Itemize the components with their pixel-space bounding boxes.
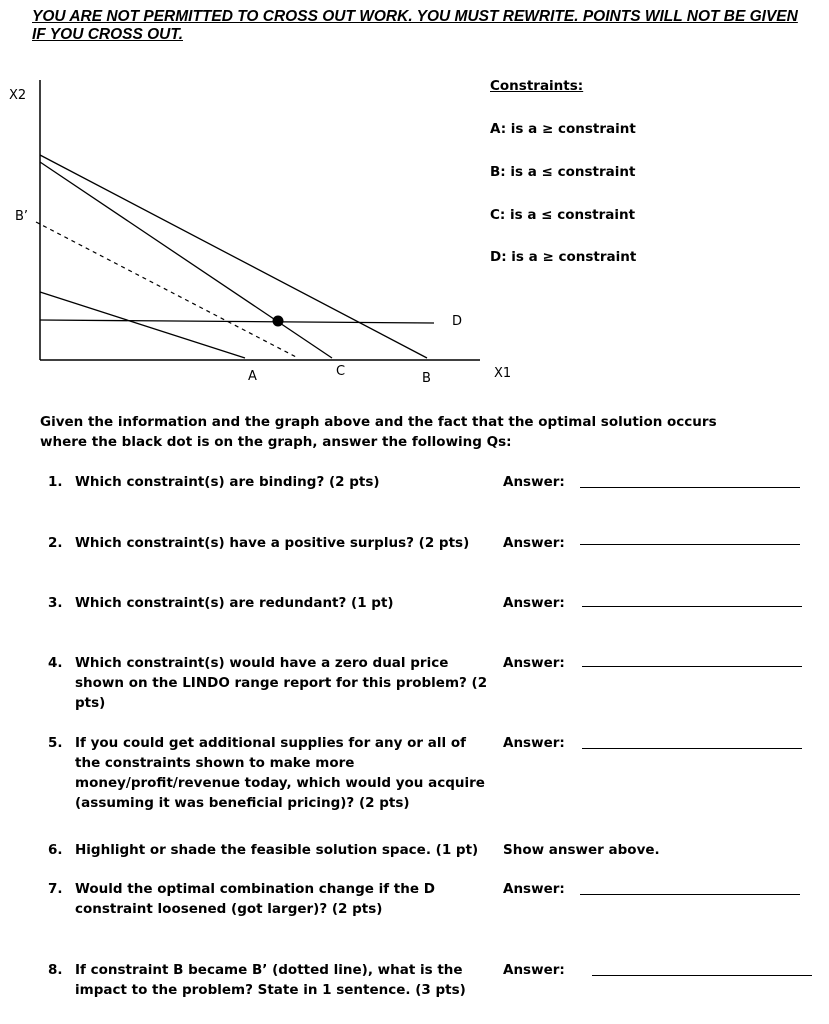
question-7 [48, 879, 488, 919]
answer-blank-8[interactable] [592, 975, 812, 976]
intro-text: Given the information and the graph above and the fact that the optimal solution occurs where the black dot is on the graph, answer the following Qs: [40, 414, 717, 450]
constraint-b: B: is a ≤ constraint [490, 164, 636, 180]
question-text: Would the optimal combination change if the D constraint loosened (got larger)? (2 pts) [75, 881, 435, 917]
line-label-a: A [248, 369, 257, 384]
constraints-title: Constraints: [490, 78, 584, 94]
question-text: Which constraint(s) would have a zero dual price shown on the LINDO range report for this problem? (2 pts) [75, 655, 488, 711]
answer-blank-3[interactable] [582, 606, 802, 607]
question-text: If constraint B became B’ (dotted line), what is the impact to the problem? State in 1 sentence. (3 pts) [75, 962, 466, 998]
answer-label-8: Answer: [503, 962, 565, 978]
constraint-a: A: is a ≥ constraint [490, 121, 636, 137]
constraint-line-b-prime [36, 222, 298, 358]
optimal-point [273, 316, 284, 327]
answer-blank-1[interactable] [580, 487, 800, 488]
question-number: 7. [48, 881, 63, 897]
question-text: Which constraint(s) have a positive surplus? (2 pts) [75, 535, 470, 551]
line-label-b: B [422, 371, 431, 386]
question-text: Which constraint(s) are redundant? (1 pt) [75, 595, 394, 611]
warning-banner: YOU ARE NOT PERMITTED TO CROSS OUT WORK. YOU MUST REWRITE. POINTS WILL NOT BE GIVEN IF YOU CROSS OUT. [32, 8, 798, 43]
answer-blank-2[interactable] [580, 544, 800, 545]
question-text: Highlight or shade the feasible solution space. (1 pt) [75, 842, 479, 858]
constraint-c: C: is a ≤ constraint [490, 207, 636, 223]
constraint-d: D: is a ≥ constraint [490, 249, 637, 265]
answer-label-2: Answer: [503, 535, 565, 551]
b-prime-label: B’ [15, 209, 29, 224]
question-3 [48, 593, 488, 613]
question-number: 6. [48, 842, 63, 858]
answer-label-4: Answer: [503, 655, 565, 671]
answer-label-1: Answer: [503, 474, 565, 490]
question-text: Which constraint(s) are binding? (2 pts) [75, 474, 380, 490]
question-8 [48, 960, 488, 1000]
line-label-d: D [452, 314, 463, 329]
answer-label-3: Answer: [503, 595, 565, 611]
question-number: 5. [48, 735, 63, 751]
question-1 [48, 472, 488, 492]
question-4 [48, 653, 488, 713]
question-number: 3. [48, 595, 63, 611]
question-2 [48, 533, 488, 553]
question-6 [48, 840, 488, 860]
constraint-line-b [40, 155, 427, 358]
question-number: 1. [48, 474, 63, 490]
constraint-line-c [40, 162, 332, 358]
constraint-line-a [40, 292, 245, 358]
answer-label-6: Show answer above. [503, 842, 660, 858]
answer-blank-7[interactable] [580, 894, 800, 895]
answer-blank-5[interactable] [582, 748, 802, 749]
answer-label-5: Answer: [503, 735, 565, 751]
y-axis-label: X2 [9, 88, 27, 103]
answer-blank-4[interactable] [582, 666, 802, 667]
question-number: 2. [48, 535, 63, 551]
lp-graph [0, 70, 480, 390]
question-text: If you could get additional supplies for any or all of the constraints shown to make more money/profit/revenue today, which would you acquire (assuming it was beneficial pricing)? (2 pts) [75, 735, 485, 811]
answer-label-7: Answer: [503, 881, 565, 897]
line-label-c: C [336, 364, 346, 379]
question-5 [48, 733, 488, 813]
x1-label-text: X1 [494, 366, 512, 381]
question-number: 4. [48, 655, 63, 671]
question-number: 8. [48, 962, 63, 978]
constraint-line-d [40, 320, 434, 323]
